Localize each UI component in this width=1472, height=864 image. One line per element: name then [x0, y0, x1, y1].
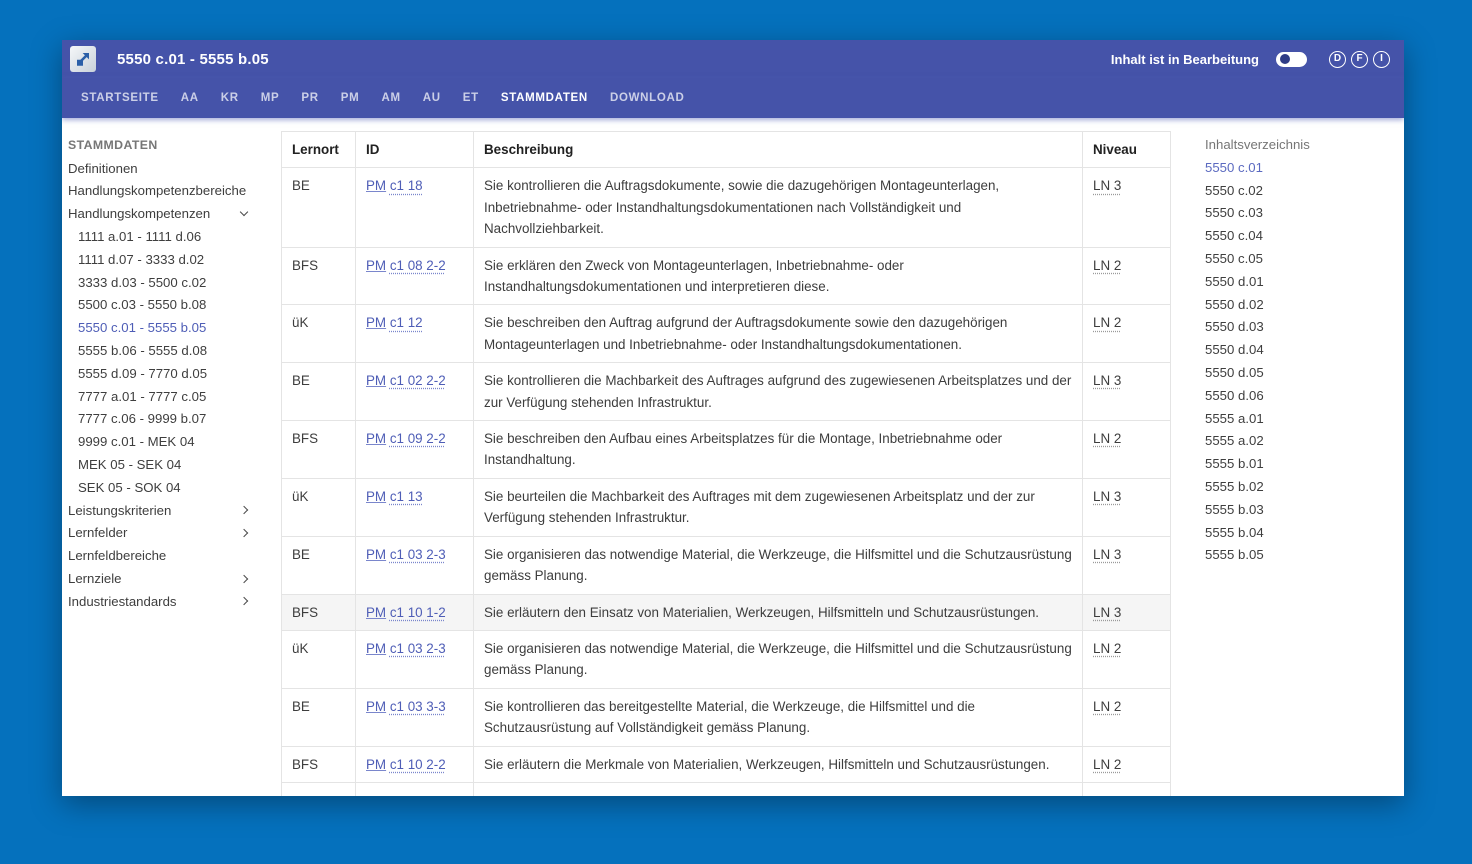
id-link[interactable]: [366, 258, 446, 273]
toc-item-5550-d-01[interactable]: 5550 d.01: [1205, 273, 1264, 289]
sidebar-item-stammdaten: [68, 134, 250, 157]
id-cell: [356, 594, 474, 630]
app-window: [62, 40, 1404, 796]
id-rest: c1 12: [389, 315, 423, 331]
sidebar-item-5555-d-09-7770-d-05[interactable]: [68, 362, 250, 385]
sidebar-item-1111-d-07-3333-d-02[interactable]: [68, 248, 250, 271]
description-cell: Sie erläutern die Merkmale von Materialien, Werkzeugen, Hilfsmitteln und Schutzausrüstungen.: [474, 746, 1083, 782]
sidebar-item-label: 7777 c.06 - 9999 b.07: [78, 411, 207, 427]
nav-item-mp[interactable]: MP: [260, 92, 280, 104]
language-switcher: [1324, 51, 1390, 68]
sidebar-item-sek-05-sok-04[interactable]: [68, 476, 250, 499]
toc-item-5555-a-01[interactable]: 5555 a.01: [1205, 410, 1264, 426]
competency-table: [281, 131, 1171, 796]
toc-item-5550-d-02[interactable]: 5550 d.02: [1205, 296, 1264, 312]
lernort-cell: BFS: [282, 421, 356, 479]
sidebar-item-5550-c-01-5555-b-05[interactable]: [68, 316, 250, 339]
id-link[interactable]: [366, 431, 446, 446]
id-abbr: PM: [366, 604, 387, 620]
sidebar-item-label: Lernfelder: [68, 525, 128, 541]
id-link[interactable]: [366, 489, 423, 504]
niveau-cell: [1083, 421, 1171, 479]
table-row: [282, 746, 1171, 782]
description-cell: Sie erklären den Zweck von Montageunterlagen, Inbetriebnahme- oder Instandhaltungsdokumentationen und interpretieren diese.: [474, 247, 1083, 305]
chevron-right-icon: [240, 529, 248, 537]
nav-item-au[interactable]: AU: [422, 92, 441, 104]
toc-item-5555-a-02[interactable]: 5555 a.02: [1205, 433, 1264, 449]
id-cell: [356, 421, 474, 479]
nav-item-stammdaten[interactable]: STAMMDATEN: [500, 92, 588, 104]
niveau-link[interactable]: LN 2: [1093, 257, 1122, 273]
id-cell: [356, 536, 474, 594]
sidebar-item-label: 1111 a.01 - 1111 d.06: [78, 229, 202, 245]
nav-item-startseite[interactable]: STARTSEITE: [81, 92, 159, 104]
table-row: [282, 168, 1171, 247]
id-cell: [356, 688, 474, 746]
id-link[interactable]: [366, 178, 423, 193]
sidebar-item-definitionen[interactable]: [68, 157, 250, 180]
toc-item-5550-d-04[interactable]: 5550 d.04: [1205, 342, 1264, 358]
edit-mode-toggle[interactable]: [1276, 52, 1307, 67]
nav-item-pm[interactable]: PM: [340, 92, 360, 104]
lernort-cell: BE: [282, 688, 356, 746]
chevron-down-icon: [240, 208, 248, 216]
description-cell: Sie organisieren das notwendige Material, die Werkzeuge, die Hilfsmittel und die Schutzausrüstung gemäss Planung.: [474, 536, 1083, 594]
sidebar: [62, 118, 281, 796]
table-row: [282, 536, 1171, 594]
niveau-cell: [1083, 168, 1171, 247]
id-rest: c1 03 2-3: [389, 546, 446, 562]
id-rest: c1 09 2-2: [389, 431, 446, 447]
table-row: [282, 247, 1171, 305]
table-of-contents: [1205, 118, 1395, 796]
nav-item-am[interactable]: AM: [381, 92, 401, 104]
niveau-cell: [1083, 536, 1171, 594]
toc-item-5550-d-05[interactable]: 5550 d.05: [1205, 364, 1264, 380]
column-header-beschreibung: Beschreibung: [474, 132, 1083, 168]
main-nav: [62, 78, 1404, 118]
sidebar-item-7777-a-01-7777-c-05[interactable]: [68, 385, 250, 408]
content-area: [62, 118, 1404, 796]
sidebar-item-handlungskompetenzen[interactable]: [68, 202, 250, 225]
sidebar-item-leistungskriterien[interactable]: [68, 499, 250, 522]
toc-item-5550-c-02[interactable]: 5550 c.02: [1205, 182, 1263, 198]
column-header-niveau: Niveau: [1083, 132, 1171, 168]
id-link[interactable]: [366, 757, 446, 772]
toc-item-5555-b-04[interactable]: 5555 b.04: [1205, 524, 1264, 540]
sidebar-item-label: STAMMDATEN: [68, 138, 158, 153]
id-abbr: PM: [366, 640, 387, 656]
nav-item-aa[interactable]: AA: [180, 92, 199, 104]
id-cell: [356, 478, 474, 536]
sidebar-item-label: Definitionen: [68, 160, 138, 176]
lernort-cell: BE: [282, 536, 356, 594]
niveau-cell: [1083, 363, 1171, 421]
table-header-row: [282, 132, 1171, 168]
lernort-cell: üK: [282, 478, 356, 536]
id-rest: c1 10 1-2: [389, 604, 446, 620]
sidebar-item-label: MEK 05 - SEK 04: [78, 457, 182, 473]
id-cell: [356, 746, 474, 782]
niveau-link[interactable]: LN 2: [1093, 315, 1122, 331]
language-button-f[interactable]: F: [1351, 51, 1368, 68]
id-rest: c1 10 2-2: [389, 756, 446, 772]
table-row: [282, 478, 1171, 536]
chevron-right-icon: [240, 574, 248, 582]
niveau-link[interactable]: LN 3: [1093, 604, 1122, 620]
niveau-cell: [1083, 688, 1171, 746]
description-cell: Sie beurteilen die Machbarkeit des Auftrages mit dem zugewiesenen Arbeitsplatz und der zur Verfügung stehenden Infrastruktur.: [474, 478, 1083, 536]
toc-item-5555-b-01[interactable]: 5555 b.01: [1205, 456, 1264, 472]
description-cell: Sie kontrollieren die Auftragsdokumente, sowie die dazugehörigen Montageunterlagen, Inbetriebnahme- oder Instandhaltungsdokumentationen nach Vollständigkeit und Nachvollziehbarkeit.: [474, 168, 1083, 247]
sidebar-item-label: 3333 d.03 - 5500 c.02: [78, 274, 207, 290]
niveau-link[interactable]: LN 3: [1093, 178, 1122, 194]
niveau-cell: [1083, 594, 1171, 630]
sidebar-item-7777-c-06-9999-b-07[interactable]: [68, 408, 250, 431]
column-header-lernort: Lernort: [282, 132, 356, 168]
sidebar-item-label: Industriestandards: [68, 593, 177, 609]
toc-title: Inhaltsverzeichnis: [1205, 137, 1310, 152]
sidebar-item-industriestandards[interactable]: [68, 590, 250, 613]
status-label: Inhalt ist in Bearbeitung: [1110, 51, 1259, 67]
toggle-knob: [1280, 54, 1290, 64]
sidebar-item-5555-b-06-5555-d-08[interactable]: [68, 339, 250, 362]
title-bar: [62, 40, 1404, 78]
lernort-cell: BE: [282, 168, 356, 247]
id-rest: c1 13: [389, 488, 423, 504]
description-cell: Sie organisieren das notwendige Material, die Werkzeuge, die Hilfsmittel und die Schutzausrüstung gemäss Planung.: [474, 630, 1083, 688]
launch-arrow-icon: [74, 50, 92, 68]
sidebar-item-5500-c-03-5550-b-08[interactable]: [68, 294, 250, 317]
app-logo[interactable]: [70, 46, 96, 72]
toc-item-5555-b-05[interactable]: 5555 b.05: [1205, 547, 1264, 563]
niveau-link[interactable]: LN 3: [1093, 546, 1122, 562]
table-row: [282, 363, 1171, 421]
sidebar-item-lernfelder[interactable]: [68, 522, 250, 545]
niveau-link[interactable]: LN 2: [1093, 756, 1122, 772]
id-rest: c1 03 2-3: [389, 640, 446, 656]
toc-item-5550-d-03[interactable]: 5550 d.03: [1205, 319, 1264, 335]
description-cell: Sie kontrollieren das bereitgestellte Material, die Werkzeuge, die Hilfsmittel und die Schutzausrüstung auf Vollständigkeit gemäss Planung.: [474, 688, 1083, 746]
sidebar-item-label: Lernfeldbereiche: [68, 548, 167, 564]
table-row: [282, 688, 1171, 746]
id-rest: c1 08 2-2: [389, 257, 446, 273]
table-row: [282, 594, 1171, 630]
sidebar-item-label: SEK 05 - SOK 04: [78, 479, 181, 495]
lernort-cell: üK: [282, 305, 356, 363]
id-link[interactable]: [366, 605, 446, 620]
page-title: 5550 c.01 - 5555 b.05: [117, 50, 269, 68]
toc-item-5555-b-02[interactable]: 5555 b.02: [1205, 478, 1264, 494]
toc-item-5555-b-03[interactable]: 5555 b.03: [1205, 501, 1264, 517]
niveau-link[interactable]: LN 3: [1093, 373, 1122, 389]
niveau-link[interactable]: LN 3: [1093, 488, 1122, 504]
sidebar-item-label: Handlungskompetenzbereiche: [68, 183, 247, 199]
sidebar-item-label: Leistungskriterien: [68, 502, 172, 518]
niveau-link[interactable]: LN 2: [1093, 431, 1122, 447]
id-cell: [356, 630, 474, 688]
id-rest: c1 18: [389, 178, 423, 194]
id-abbr: PM: [366, 431, 387, 447]
id-cell: [356, 168, 474, 247]
id-cell: [356, 363, 474, 421]
nav-item-pr[interactable]: PR: [301, 92, 319, 104]
niveau-cell: [1083, 247, 1171, 305]
column-header-id: ID: [356, 132, 474, 168]
niveau-cell: [1083, 746, 1171, 782]
sidebar-item-label: 7777 a.01 - 7777 c.05: [78, 388, 207, 404]
id-abbr: PM: [366, 373, 387, 389]
id-abbr: PM: [366, 257, 387, 273]
description-cell: Sie kontrollieren die Machbarkeit des Auftrages aufgrund des zugewiesenen Arbeitsplatzes und der zur Verfügung stehenden Infrastruktur.: [474, 363, 1083, 421]
niveau-cell: [1083, 630, 1171, 688]
niveau-cell: [1083, 305, 1171, 363]
description-cell: Sie beschreiben den Aufbau eines Arbeitsplatzes für die Montage, Inbetriebnahme oder Instandhaltung.: [474, 421, 1083, 479]
niveau-cell: [1083, 478, 1171, 536]
chevron-right-icon: [240, 597, 248, 605]
sidebar-item-lernziele[interactable]: [68, 567, 250, 590]
lernort-cell: BFS: [282, 594, 356, 630]
toc-list: [1205, 157, 1395, 567]
sidebar-item-handlungskompetenzbereiche[interactable]: [68, 180, 250, 203]
nav-item-et[interactable]: ET: [462, 92, 479, 104]
id-abbr: PM: [366, 546, 387, 562]
sidebar-item-label: Lernziele: [68, 571, 122, 587]
id-abbr: PM: [366, 315, 387, 331]
id-abbr: PM: [366, 488, 387, 504]
toc-item-5550-c-03[interactable]: 5550 c.03: [1205, 205, 1263, 221]
id-link[interactable]: [366, 373, 446, 388]
id-link[interactable]: [366, 315, 423, 330]
table-row-partial: [282, 782, 1171, 796]
language-button-d[interactable]: D: [1329, 51, 1346, 68]
lernort-cell: BFS: [282, 746, 356, 782]
id-rest: c1 02 2-2: [389, 373, 446, 389]
description-cell: Sie erläutern den Einsatz von Materialien, Werkzeugen, Hilfsmitteln und Schutzausrüstungen.: [474, 594, 1083, 630]
niveau-link[interactable]: LN 2: [1093, 698, 1122, 714]
sidebar-item-1111-a-01-1111-d-06[interactable]: [68, 225, 250, 248]
language-button-i[interactable]: I: [1373, 51, 1390, 68]
nav-item-download[interactable]: DOWNLOAD: [609, 92, 685, 104]
niveau-link[interactable]: LN 2: [1093, 640, 1122, 656]
id-abbr: PM: [366, 756, 387, 772]
sidebar-item-label: 5555 d.09 - 7770 d.05: [78, 365, 208, 381]
sidebar-item-3333-d-03-5500-c-02[interactable]: [68, 271, 250, 294]
sidebar-item-label: 5555 b.06 - 5555 d.08: [78, 343, 208, 359]
table-row: [282, 305, 1171, 363]
table-row: [282, 630, 1171, 688]
sidebar-item-label: 1111 d.07 - 3333 d.02: [78, 251, 205, 267]
lernort-cell: BE: [282, 363, 356, 421]
sidebar-item-lernfeldbereiche[interactable]: [68, 544, 250, 567]
description-cell: Sie beschreiben den Auftrag aufgrund der Auftragsdokumente sowie den dazugehörigen Montageunterlagen und Inbetriebnahme- oder Instandhaltungsdokumentationen.: [474, 305, 1083, 363]
titlebar-actions: [1111, 51, 1390, 68]
chevron-right-icon: [240, 506, 248, 514]
toc-item-5550-c-04[interactable]: 5550 c.04: [1205, 228, 1263, 244]
id-cell: [356, 247, 474, 305]
sidebar-item-label: 9999 c.01 - MEK 04: [78, 434, 195, 450]
lernort-cell: BFS: [282, 247, 356, 305]
toc-item-5550-c-05[interactable]: 5550 c.05: [1205, 250, 1263, 266]
id-abbr: PM: [366, 178, 387, 194]
lernort-cell: üK: [282, 630, 356, 688]
toc-item-5550-d-06[interactable]: 5550 d.06: [1205, 387, 1264, 403]
id-abbr: PM: [366, 698, 387, 714]
id-link[interactable]: [366, 641, 446, 656]
sidebar-item-mek-05-sek-04[interactable]: [68, 453, 250, 476]
id-rest: c1 03 3-3: [389, 698, 446, 714]
sidebar-item-label: 5500 c.03 - 5550 b.08: [78, 297, 207, 313]
main-panel: [281, 118, 1171, 796]
sidebar-item-label: 5550 c.01 - 5555 b.05: [78, 320, 207, 336]
id-cell: [356, 305, 474, 363]
nav-item-kr[interactable]: KR: [220, 92, 239, 104]
table-row: [282, 421, 1171, 479]
id-link[interactable]: [366, 699, 446, 714]
sidebar-item-9999-c-01-mek-04[interactable]: [68, 430, 250, 453]
toc-item-5550-c-01[interactable]: 5550 c.01: [1205, 159, 1263, 175]
table-body: [282, 168, 1171, 796]
sidebar-item-label: Handlungskompetenzen: [68, 206, 211, 222]
id-link[interactable]: [366, 547, 446, 562]
